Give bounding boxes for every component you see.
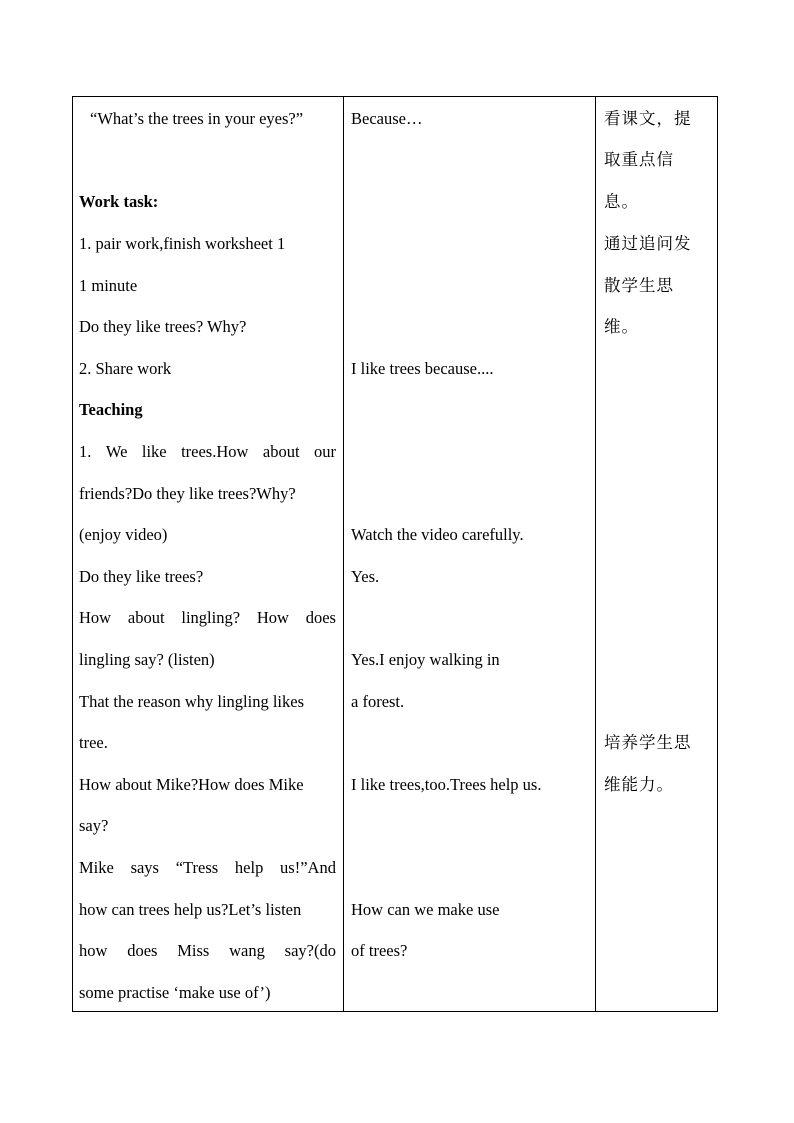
word: about xyxy=(127,608,165,627)
student-because: Because… xyxy=(351,109,423,128)
word: 1. xyxy=(79,442,92,461)
teaching-step-1 xyxy=(79,442,336,462)
teaching-step-5-line-2: say? xyxy=(79,816,109,835)
student-watch: Watch the video carefully. xyxy=(351,525,524,544)
word: says xyxy=(130,858,159,877)
word: trees.How xyxy=(181,442,249,461)
note-3-line-2: 维能力。 xyxy=(604,775,674,794)
teaching-step-6-line-4: some practise ‘make use of’) xyxy=(79,983,271,1002)
student-how-can: How can we make use xyxy=(351,900,500,919)
word: how xyxy=(79,941,108,960)
note-2-line-3: 维。 xyxy=(604,317,639,336)
student-forest: a forest. xyxy=(351,692,405,711)
word: us!”And xyxy=(280,858,336,877)
teaching-heading: Teaching xyxy=(79,400,143,419)
work-task-heading: Work task: xyxy=(79,192,159,211)
student-i-like: I like trees because.... xyxy=(351,359,494,378)
word: our xyxy=(314,442,336,461)
word: does xyxy=(305,608,336,627)
teaching-step-1-line-2: friends?Do they like trees?Why? xyxy=(79,484,296,503)
task-question: Do they like trees? Why? xyxy=(79,317,247,336)
word: How xyxy=(256,608,289,627)
word: does xyxy=(127,941,158,960)
opening-question: “What’s the trees in your eyes?” xyxy=(90,109,304,128)
note-1-line-1: 看课文，提 xyxy=(604,109,692,128)
teaching-step-1-line-3: (enjoy video) xyxy=(79,525,168,544)
task-2: 2. Share work xyxy=(79,359,172,378)
note-1-line-3: 息。 xyxy=(604,192,639,211)
teaching-step-3 xyxy=(79,608,336,628)
student-yes-enjoy: Yes.I enjoy walking in xyxy=(351,650,500,669)
word: wang xyxy=(229,941,265,960)
teaching-step-6-line-2: how can trees help us?Let’s listen xyxy=(79,900,302,919)
note-3-line-1: 培养学生思 xyxy=(604,733,692,752)
teaching-step-6 xyxy=(79,858,336,878)
teaching-step-2: Do they like trees? xyxy=(79,567,204,586)
teaching-step-6-line-3 xyxy=(79,941,336,961)
student-i-like-too: I like trees,too.Trees help us. xyxy=(351,775,542,794)
task-1: 1. pair work,finish worksheet 1 xyxy=(79,234,286,253)
column-divider xyxy=(343,97,344,1011)
note-2-line-1: 通过追问发 xyxy=(604,234,692,253)
note-1-line-2: 取重点信 xyxy=(604,150,674,169)
word: help xyxy=(234,858,264,877)
teaching-step-4-line-2: tree. xyxy=(79,733,108,752)
word: Miss xyxy=(177,941,210,960)
task-time: 1 minute xyxy=(79,276,138,295)
word: Mike xyxy=(79,858,114,877)
word: like xyxy=(141,442,167,461)
word: about xyxy=(262,442,300,461)
word: We xyxy=(105,442,128,461)
word: How xyxy=(79,608,112,627)
teaching-step-4: That the reason why lingling likes xyxy=(79,692,304,711)
teaching-step-5: How about Mike?How does Mike xyxy=(79,775,304,794)
student-of-trees: of trees? xyxy=(351,941,408,960)
word: lingling? xyxy=(181,608,241,627)
note-2-line-2: 散学生思 xyxy=(604,276,674,295)
column-divider xyxy=(595,97,596,1011)
student-yes: Yes. xyxy=(351,567,380,586)
word: say?(do xyxy=(284,941,336,960)
teaching-step-3-line-2: lingling say? (listen) xyxy=(79,650,215,669)
word: “Tress xyxy=(175,858,219,877)
